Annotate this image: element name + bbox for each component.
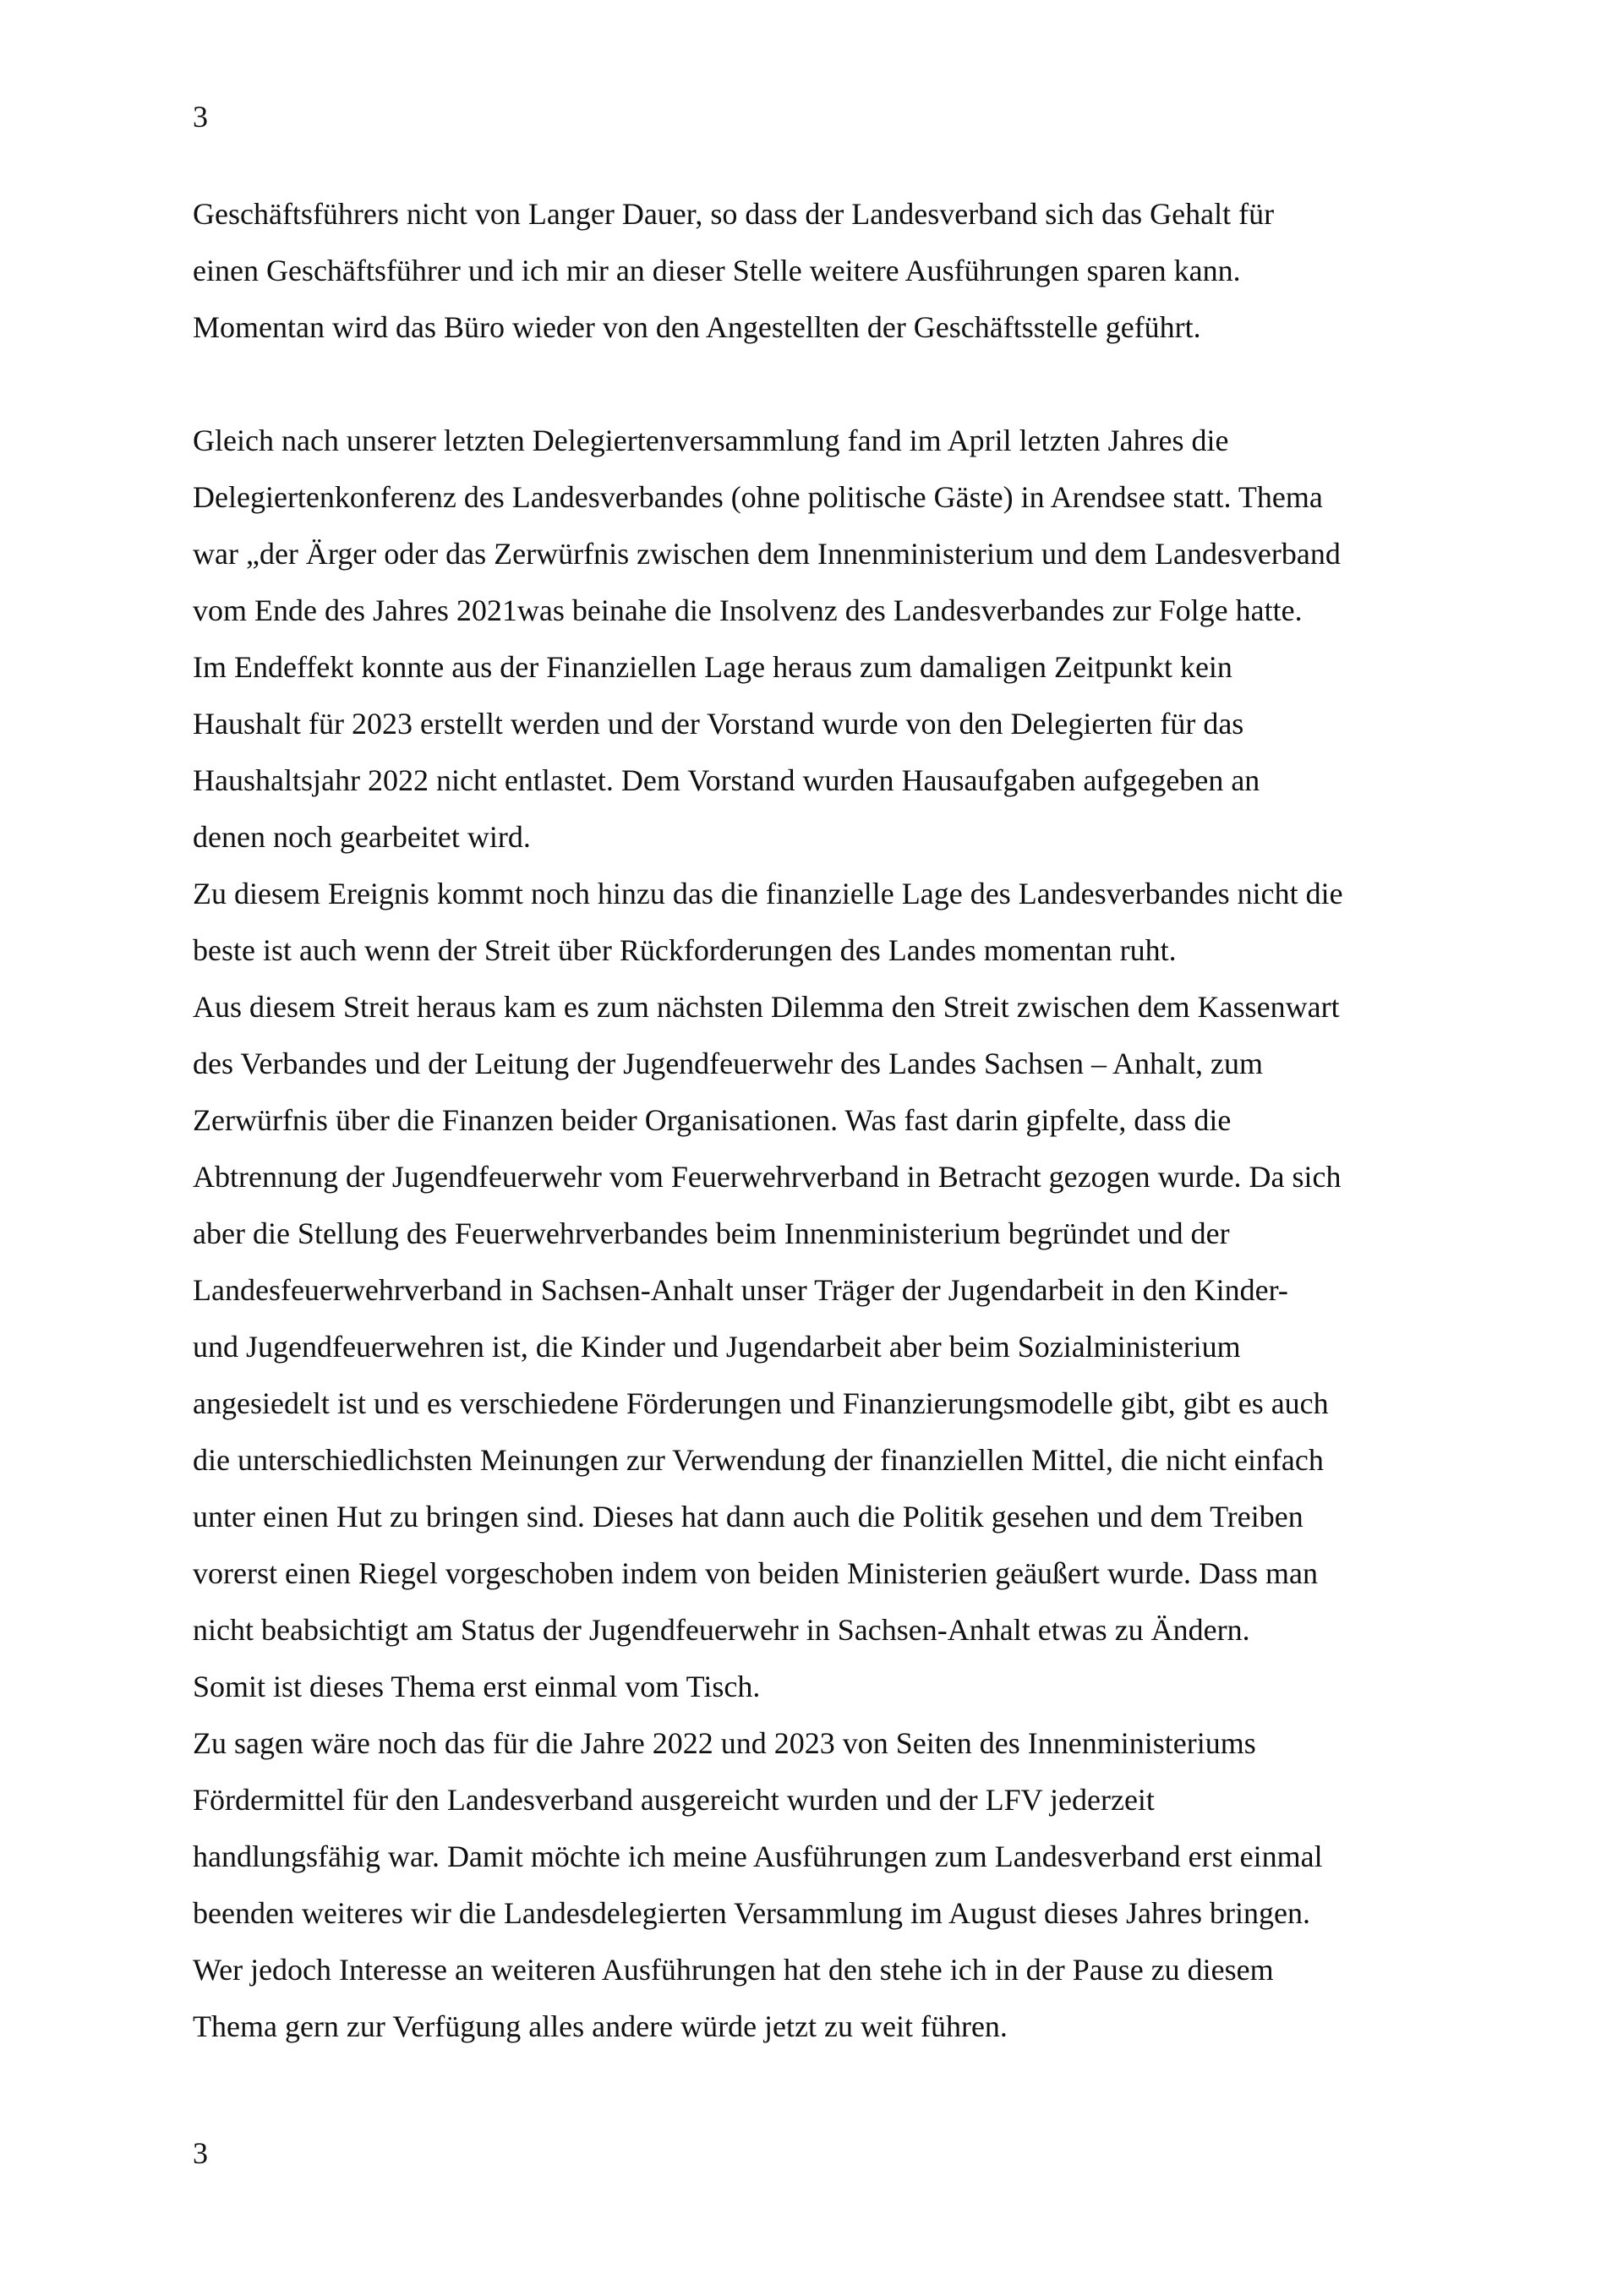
- text-line: des Verbandes und der Leitung der Jugendfeuerwehr des Landes Sachsen – Anhalt, zum: [193, 1047, 1263, 1080]
- text-line: Haushalt für 2023 erstellt werden und der Vorstand wurde von den Delegierten für das: [193, 707, 1244, 741]
- text-line: Zu sagen wäre noch das für die Jahre 2022 und 2023 von Seiten des Innenministeriums: [193, 1726, 1256, 1760]
- text-line: Abtrennung der Jugendfeuerwehr vom Feuerwehrverband in Betracht gezogen wurde. Da sich: [193, 1160, 1342, 1194]
- text-line: Haushaltsjahr 2022 nicht entlastet. Dem Vorstand wurden Hausaufgaben aufgegeben an: [193, 763, 1260, 797]
- text-line: Geschäftsführers nicht von Langer Dauer, so dass der Landesverband sich das Gehalt für: [193, 197, 1275, 231]
- page-number-bottom: 3: [193, 2136, 208, 2170]
- text-line: Somit ist dieses Thema erst einmal vom Tisch.: [193, 1670, 761, 1703]
- text-line: aber die Stellung des Feuerwehrverbandes beim Innenministerium begründet und der: [193, 1216, 1230, 1250]
- text-line: Gleich nach unserer letzten Delegiertenversammlung fand im April letzten Jahres die: [193, 424, 1229, 457]
- paragraph: [193, 186, 1461, 356]
- text-line: nicht beabsichtigt am Status der Jugendfeuerwehr in Sachsen-Anhalt etwas zu Ändern.: [193, 1613, 1250, 1647]
- paragraph: [193, 413, 1461, 2055]
- text-line: Delegiertenkonferenz des Landesverbandes (ohne politische Gäste) in Arendsee statt. Thema: [193, 480, 1323, 514]
- text-line: Landesfeuerwehrverband in Sachsen-Anhalt unser Träger der Jugendarbeit in den Kinder-: [193, 1273, 1288, 1307]
- text-line: Aus diesem Streit heraus kam es zum nächsten Dilemma den Streit zwischen dem Kassenwart: [193, 990, 1340, 1024]
- text-line: Fördermittel für den Landesverband ausgereicht wurden und der LFV jederzeit: [193, 1783, 1155, 1817]
- page-number-top: 3: [193, 100, 208, 134]
- text-line: Zu diesem Ereignis kommt noch hinzu das die finanzielle Lage des Landesverbandes nicht die: [193, 877, 1343, 910]
- text-line: beste ist auch wenn der Streit über Rückforderungen des Landes momentan ruht.: [193, 933, 1177, 967]
- text-line: war „der Ärger oder das Zerwürfnis zwischen dem Innenministerium und dem Landesverband: [193, 537, 1341, 571]
- text-line: beenden weiteres wir die Landesdelegierten Versammlung im August dieses Jahres bringen.: [193, 1896, 1310, 1930]
- text-line: Momentan wird das Büro wieder von den Angestellten der Geschäftsstelle geführt.: [193, 310, 1201, 344]
- text-line: einen Geschäftsführer und ich mir an dieser Stelle weitere Ausführungen sparen kann.: [193, 254, 1241, 287]
- text-line: Im Endeffekt konnte aus der Finanziellen Lage heraus zum damaligen Zeitpunkt kein: [193, 650, 1232, 684]
- text-line: angesiedelt ist und es verschiedene Förderungen und Finanzierungsmodelle gibt, gibt es auch: [193, 1386, 1329, 1420]
- text-line: Wer jedoch Interesse an weiteren Ausführungen hat den stehe ich in der Pause zu diesem: [193, 1953, 1274, 1987]
- text-line: vorerst einen Riegel vorgeschoben indem von beiden Ministerien geäußert wurde. Dass man: [193, 1556, 1318, 1590]
- text-line: und Jugendfeuerwehren ist, die Kinder und Jugendarbeit aber beim Sozialministerium: [193, 1330, 1241, 1364]
- text-line: unter einen Hut zu bringen sind. Dieses hat dann auch die Politik gesehen und dem Treiben: [193, 1500, 1303, 1533]
- text-line: vom Ende des Jahres 2021was beinahe die Insolvenz des Landesverbandes zur Folge hatte.: [193, 593, 1303, 627]
- text-line: die unterschiedlichsten Meinungen zur Verwendung der finanziellen Mittel, die nicht einfach: [193, 1443, 1324, 1477]
- text-line: Thema gern zur Verfügung alles andere würde jetzt zu weit führen.: [193, 2009, 1008, 2043]
- text-line: handlungsfähig war. Damit möchte ich meine Ausführungen zum Landesverband erst einmal: [193, 1840, 1323, 1873]
- text-line: denen noch gearbeitet wird.: [193, 820, 531, 854]
- text-line: Zerwürfnis über die Finanzen beider Organisationen. Was fast darin gipfelte, dass die: [193, 1103, 1232, 1137]
